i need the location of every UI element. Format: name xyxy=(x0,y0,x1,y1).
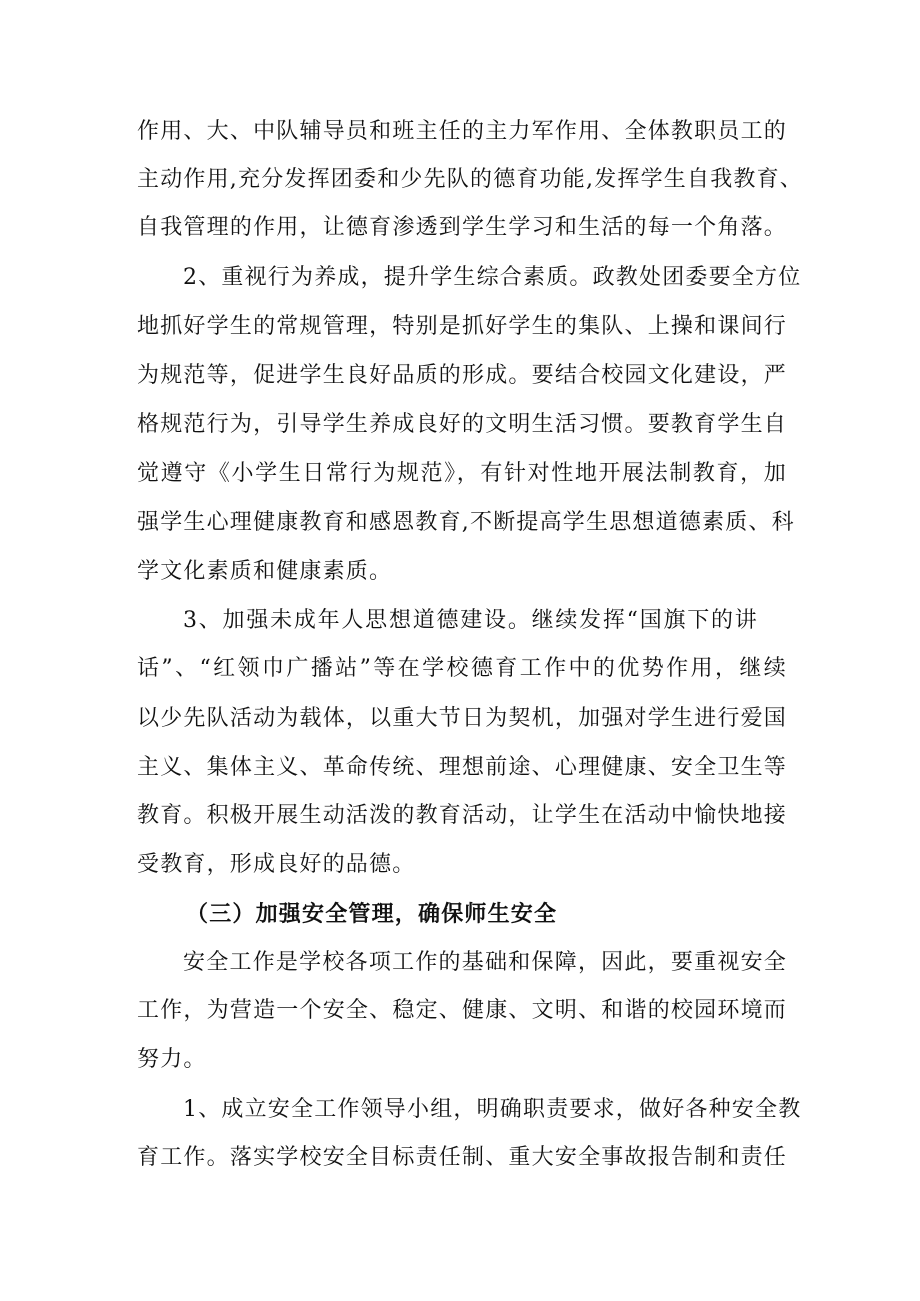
text-line: 工作，为营造一个安全、稳定、健康、文明、和谐的校园环境而 xyxy=(137,998,787,1023)
text-line: 3、加强未成年人思想道德建设。继续发挥“国旗下的讲 xyxy=(183,608,758,633)
text-line: 安全工作是学校各项工作的基础和保障，因此，要重视安全 xyxy=(183,950,787,975)
text-line: 受教育，形成良好的品德。 xyxy=(137,852,416,877)
text-line: 育工作。落实学校安全目标责任制、重大安全事故报告制和责任 xyxy=(137,1145,787,1170)
section-heading: （三）加强安全管理，确保师生安全 xyxy=(186,901,558,927)
text-line: 努力。 xyxy=(137,1047,207,1072)
text-line: 地抓好学生的常规管理，特别是抓好学生的集队、上操和课间行 xyxy=(137,314,787,339)
text-line: 自我管理的作用，让德育渗透到学生学习和生活的每一个角落。 xyxy=(137,215,787,240)
text-line: 觉遵守《小学生日常行为规范》，有针对性地开展法制教育，加 xyxy=(137,461,787,486)
text-line: 以少先队活动为载体，以重大节日为契机，加强对学生进行爱国 xyxy=(137,706,787,731)
text-line: 学文化素质和健康素质。 xyxy=(137,559,393,584)
text-line: 强学生心理健康教育和感恩教育,不断提高学生思想道德素质、科 xyxy=(137,510,795,535)
text-line: 作用、大、中队辅导员和班主任的主力军作用、全体教职员工的 xyxy=(137,119,787,144)
text-line: 1、成立安全工作领导小组，明确职责要求，做好各种安全教 xyxy=(183,1097,802,1122)
text-line: 为规范等，促进学生良好品质的形成。要结合校园文化建设，严 xyxy=(137,363,787,388)
text-line: 主义、集体主义、革命传统、理想前途、心理健康、安全卫生等 xyxy=(137,755,787,780)
text-line: 主动作用,充分发挥团委和少先队的德育功能,发挥学生自我教育、 xyxy=(137,167,803,192)
text-line: 教育。积极开展生动活泼的教育活动，让学生在活动中愉快地接 xyxy=(137,803,787,828)
text-line: 格规范行为，引导学生养成良好的文明生活习惯。要教育学生自 xyxy=(137,412,787,437)
text-line: 2、重视行为养成，提升学生综合素质。政教处团委要全方位 xyxy=(183,265,802,290)
text-line: 话”、“红领巾广播站”等在学校德育工作中的优势作用，继续 xyxy=(137,656,787,681)
